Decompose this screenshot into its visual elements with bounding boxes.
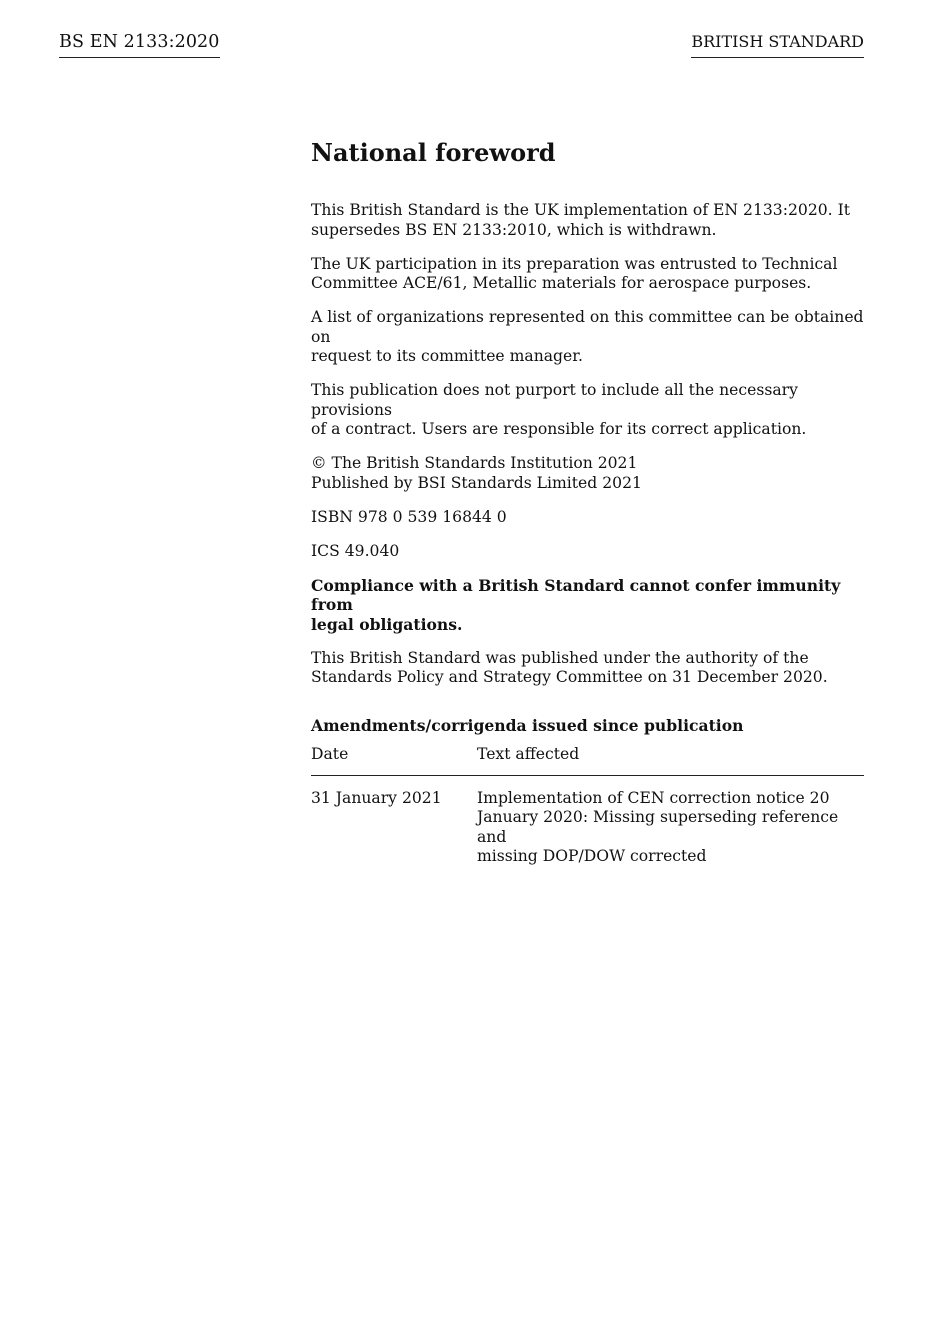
text-line: Published by BSI Standards Limited 2021 bbox=[311, 473, 642, 492]
text-line: This British Standard is the UK implementation of EN 2133:2020. It bbox=[311, 201, 850, 219]
amendment-text bbox=[477, 775, 864, 867]
text-line: Implementation of CEN correction notice 20 bbox=[477, 788, 830, 807]
text-line: of a contract. Users are responsible for its correct application. bbox=[311, 420, 807, 438]
page-title: National foreword bbox=[311, 138, 556, 167]
text-line: This British Standard was published under the authority of the bbox=[311, 648, 809, 667]
amendments-table bbox=[311, 745, 864, 867]
text-line: A list of organizations represented on this committee can be obtained on bbox=[311, 308, 864, 346]
document-type-label: BRITISH STANDARD bbox=[691, 31, 864, 58]
isbn bbox=[311, 508, 864, 528]
text-line: © The British Standards Institution 2021 bbox=[311, 454, 638, 472]
text-line: ISBN 978 0 539 16844 0 bbox=[311, 507, 507, 526]
table-row bbox=[311, 775, 864, 867]
amendments-heading: Amendments/corrigenda issued since publication bbox=[311, 715, 744, 735]
text-line: January 2020: Missing superseding reference and bbox=[477, 808, 839, 846]
text-line: Committee ACE/61, Metallic materials for aerospace purposes. bbox=[311, 274, 812, 292]
implementation-paragraph bbox=[311, 201, 864, 240]
table-header-row bbox=[311, 745, 864, 775]
compliance-statement bbox=[311, 576, 864, 635]
copyright-paragraph bbox=[311, 454, 864, 493]
text-line: legal obligations. bbox=[311, 614, 463, 634]
authority-paragraph bbox=[311, 649, 864, 688]
amendment-date: 31 January 2021 bbox=[311, 788, 442, 807]
column-header-date: Date bbox=[311, 745, 477, 775]
national-foreword-section bbox=[311, 138, 864, 867]
text-line: Standards Policy and Strategy Committee on 31 December 2020. bbox=[311, 668, 828, 686]
text-line: supersedes BS EN 2133:2010, which is withdrawn. bbox=[311, 220, 717, 239]
text-line: missing DOP/DOW corrected bbox=[477, 847, 707, 865]
text-line: This publication does not purport to include all the necessary provisions bbox=[311, 381, 798, 419]
document-code: BS EN 2133:2020 bbox=[59, 31, 220, 58]
committee-paragraph bbox=[311, 255, 864, 294]
column-header-text-affected: Text affected bbox=[477, 745, 864, 775]
ics-code bbox=[311, 542, 864, 562]
text-line: The UK participation in its preparation was entrusted to Technical bbox=[311, 254, 838, 273]
text-line: Compliance with a British Standard cannot confer immunity from bbox=[311, 575, 841, 614]
text-line: request to its committee manager. bbox=[311, 347, 583, 365]
text-line: ICS 49.040 bbox=[311, 541, 400, 560]
provisions-paragraph bbox=[311, 381, 864, 440]
organizations-paragraph bbox=[311, 308, 864, 367]
